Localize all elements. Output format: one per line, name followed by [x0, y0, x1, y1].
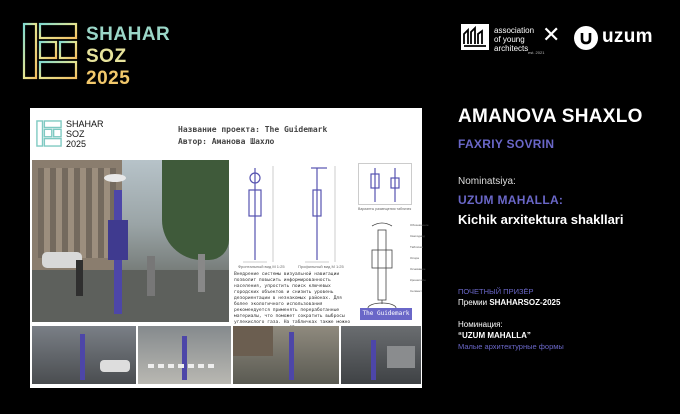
- aya-logo-icon: [461, 24, 489, 50]
- aya-text-line-2: of young: [494, 35, 525, 44]
- poster-logo-icon: [36, 120, 62, 147]
- ru-nomination-name: “UZUM MAHALLA”: [458, 331, 531, 340]
- aya-est-text: est. 2021: [528, 50, 545, 55]
- street-photo-3: [233, 326, 339, 384]
- ru-nomination-description: Малые архитектурные формы: [458, 342, 564, 351]
- project-description: Внедрение системы визуальной навигации позволит повысить информированность населения, упростить поиск ключевых городских объектов и снизить уровень дезориентации в незнакомых районах. Для более экологичного использования рекомендуется применять переработанные материалы, что поможет сократить выбросы углекислого газа. На табличках также можно: [234, 272, 351, 325]
- callout-label: Опора: [410, 256, 419, 260]
- nomination-name: UZUM MAHALLA:: [458, 193, 564, 207]
- nomination-description: Kichik arxitektura shakllari: [458, 212, 624, 227]
- poster-logo-line-3: 2025: [66, 139, 87, 149]
- author-name: AMANOVA SHAXLO: [458, 106, 643, 127]
- poster-project-title: Название проекта: The Guidemark: [178, 125, 328, 134]
- poster-logo-line-2: SOZ: [66, 129, 85, 139]
- callout-label: Обозначение: [410, 223, 429, 227]
- poster-author: Автор: Аманова Шахло: [178, 137, 275, 146]
- callout-label: Основание: [410, 267, 426, 271]
- uzum-logo-text: uzum: [602, 26, 653, 47]
- exploded-view-drawing: [358, 220, 418, 318]
- callout-label: Светодиод: [410, 234, 426, 238]
- uzum-logo-icon: [574, 26, 598, 50]
- event-logo-line-3: 2025: [86, 68, 131, 89]
- award-title: FAXRIY SOVRIN: [458, 137, 555, 151]
- aya-logo-text: [494, 26, 534, 53]
- street-photo-main: [32, 160, 229, 322]
- project-poster: [30, 108, 429, 388]
- front-view-label: Фронтальный вид М 1:25: [238, 264, 285, 269]
- side-view-label: Профильный вид М 1:25: [298, 264, 344, 269]
- aya-text-line-1: association: [494, 26, 535, 35]
- poster-logo-line-1: SHAHAR: [66, 119, 104, 129]
- shaharsoz-logo-mark: [22, 22, 78, 80]
- project-badge: The Guidemark: [360, 308, 412, 320]
- callout-label: Сегмент: [410, 289, 422, 293]
- ru-nomination-label: Номинация:: [458, 320, 503, 329]
- callout-label: Кронштейн: [410, 278, 426, 282]
- exploded-view-callouts: [410, 220, 429, 297]
- street-photo-2: [138, 326, 231, 384]
- event-logo-line-1: SHAHAR: [86, 24, 171, 45]
- callout-label: Табличка: [410, 245, 423, 249]
- ru-award-event: SHAHARSOZ-2025: [489, 298, 561, 307]
- times-icon: ✕: [542, 22, 561, 47]
- nomination-label: Nominatsiya:: [458, 176, 516, 187]
- street-photo-1: [32, 326, 136, 384]
- aya-text-line-3: architects: [494, 44, 529, 53]
- ru-award-line: [458, 298, 560, 307]
- event-logo-line-2: SOZ: [86, 46, 127, 67]
- ru-award-prefix: Премии: [458, 298, 490, 307]
- poster-logo-text: [66, 119, 104, 149]
- ru-award-title: ПОЧЕТНЫЙ ПРИЗЁР: [458, 287, 534, 296]
- detail-caption: Варианты размещения табличек: [358, 207, 412, 211]
- elevation-drawings: [235, 160, 355, 278]
- sign-variants-drawing: [358, 163, 412, 205]
- street-photo-4: [341, 326, 421, 384]
